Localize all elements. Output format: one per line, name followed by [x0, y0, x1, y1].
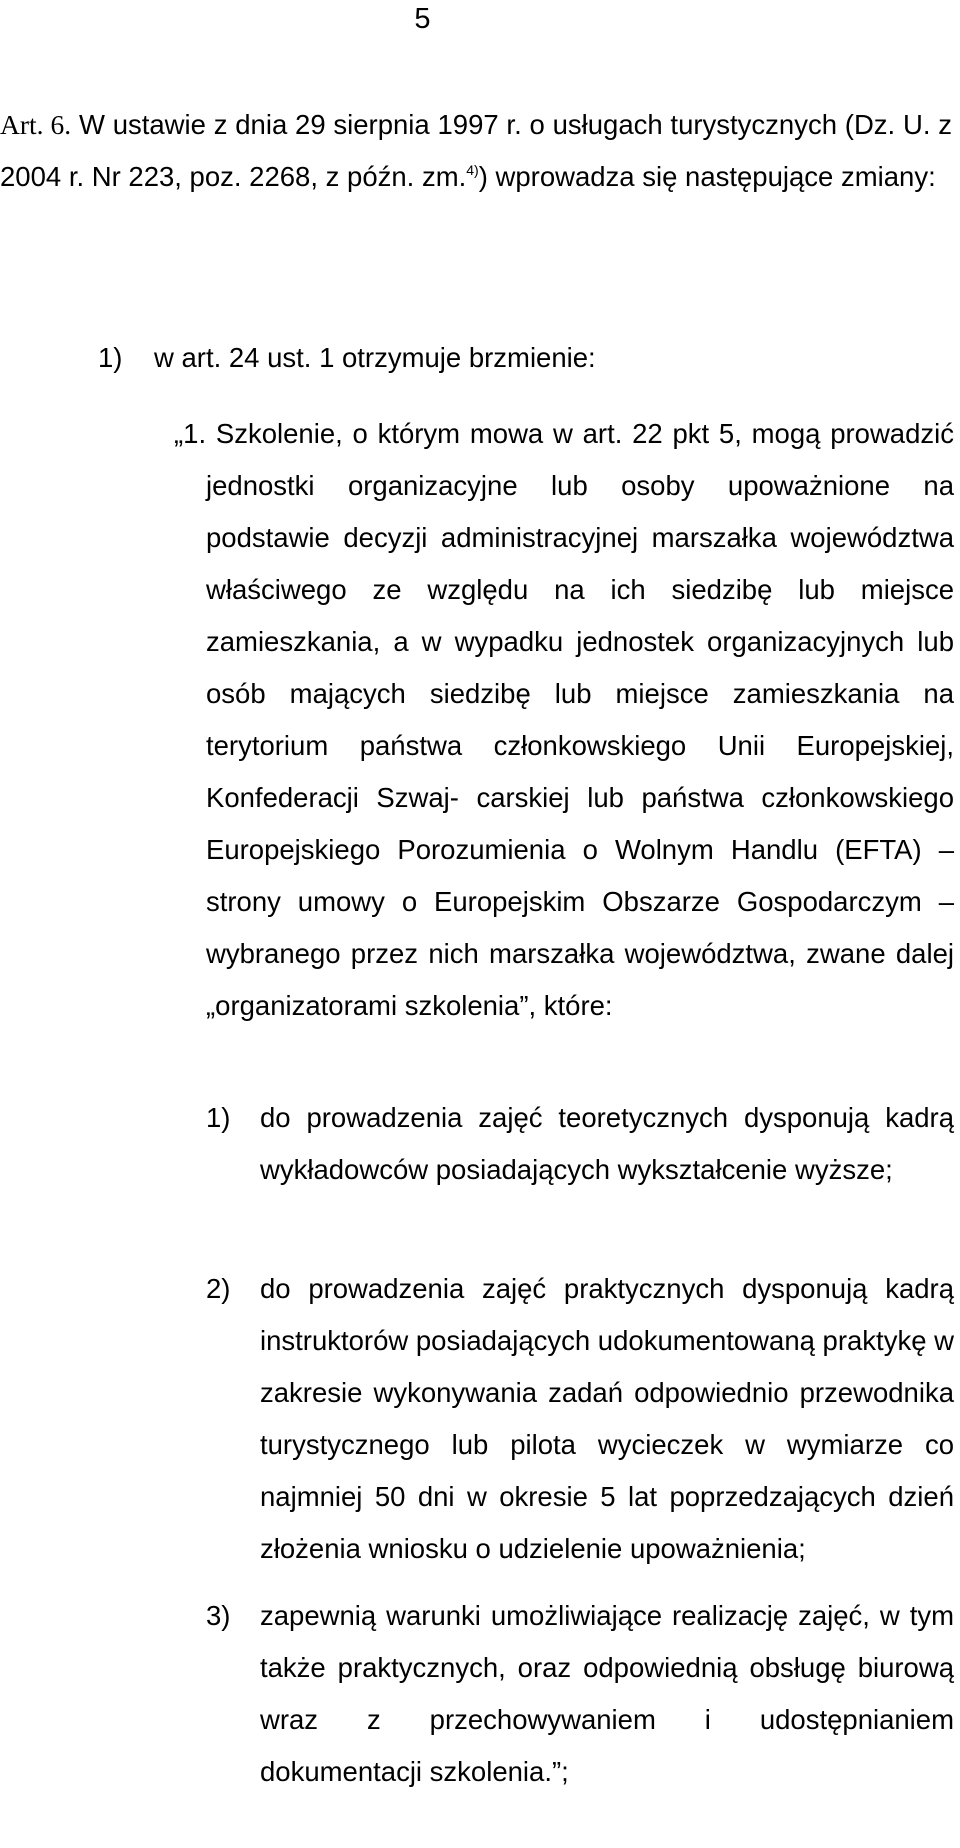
list-item	[206, 1590, 954, 1798]
list-item	[206, 1092, 954, 1196]
quoted-provision	[174, 408, 955, 1032]
list-item-number: 1)	[206, 1102, 231, 1133]
list-item-text: do prowadzenia zajęć praktycznych dysponują kadrą instruktorów posiadających udokumentowaną praktykę w zakresie wykonywania zadań odpowiednio przewodnika turystycznego lub pilota wycieczek w wymiarze co najmniej 50 dni w okresie 5 lat poprzedzających dzień złożenia wniosku o udzielenie upoważnienia;	[260, 1273, 954, 1564]
article-intro	[0, 99, 952, 203]
article-label: Art. 6.	[0, 109, 72, 140]
amendment-point-1	[98, 332, 596, 384]
list-item-number: 3)	[206, 1600, 231, 1631]
intro-text-end: ) wprowadza się następujące zmiany:	[478, 161, 936, 192]
list-item	[206, 1263, 954, 1575]
list-item-text: zapewnią warunki umożliwiające realizację zajęć, w tym także praktycznych, oraz odpowiednią obsługę biurową wraz z przechowywaniem i udostępnianiem dokumentacji szkolenia.”;	[260, 1600, 954, 1787]
quoted-provision-text: Szkolenie, o którym mowa w art. 22 pkt 5, mogą prowadzić jednostki organizacyjne lub osoby upoważnione na podstawie decyzji administracyjnej marszałka województwa właściwego ze względu na ich siedzibę lub miejsce zamieszkania, a w wypadku jednostek organizacyjnych lub osób mających siedzibę lub miejsce zamieszkania na terytorium państwa członkowskiego Unii Europejskiej, Konfederacji Szwaj- carskiej lub państwa członkowskiego Europejskiego Porozumienia o Wolnym Handlu (EFTA) – strony umowy o Europejskim Obszarze Gospodarczym – wybranego przez nich marszałka województwa, zwane dalej	[206, 418, 955, 969]
point-number: 1)	[98, 342, 123, 373]
quoted-provision-number: „1.	[174, 418, 207, 449]
footnote-reference: 4)	[466, 162, 479, 178]
list-item-number: 2)	[206, 1273, 231, 1304]
intro-text: W ustawie z dnia 29 sierpnia 1997 r. o usługach turystycznych (Dz. U. z 2004 r. Nr 223, poz. 2268, z późn. zm.	[0, 109, 953, 192]
list-item-text: do prowadzenia zajęć teoretycznych dysponują kadrą wykładowców posiadających wykształcenie wyższe;	[260, 1102, 954, 1185]
point-text: w art. 24 ust. 1 otrzymuje brzmienie:	[154, 342, 596, 373]
page-number: 5	[414, 3, 431, 35]
defined-term: „organizatorami szkolenia”	[206, 990, 529, 1021]
quoted-provision-text-end: , które:	[528, 990, 613, 1021]
